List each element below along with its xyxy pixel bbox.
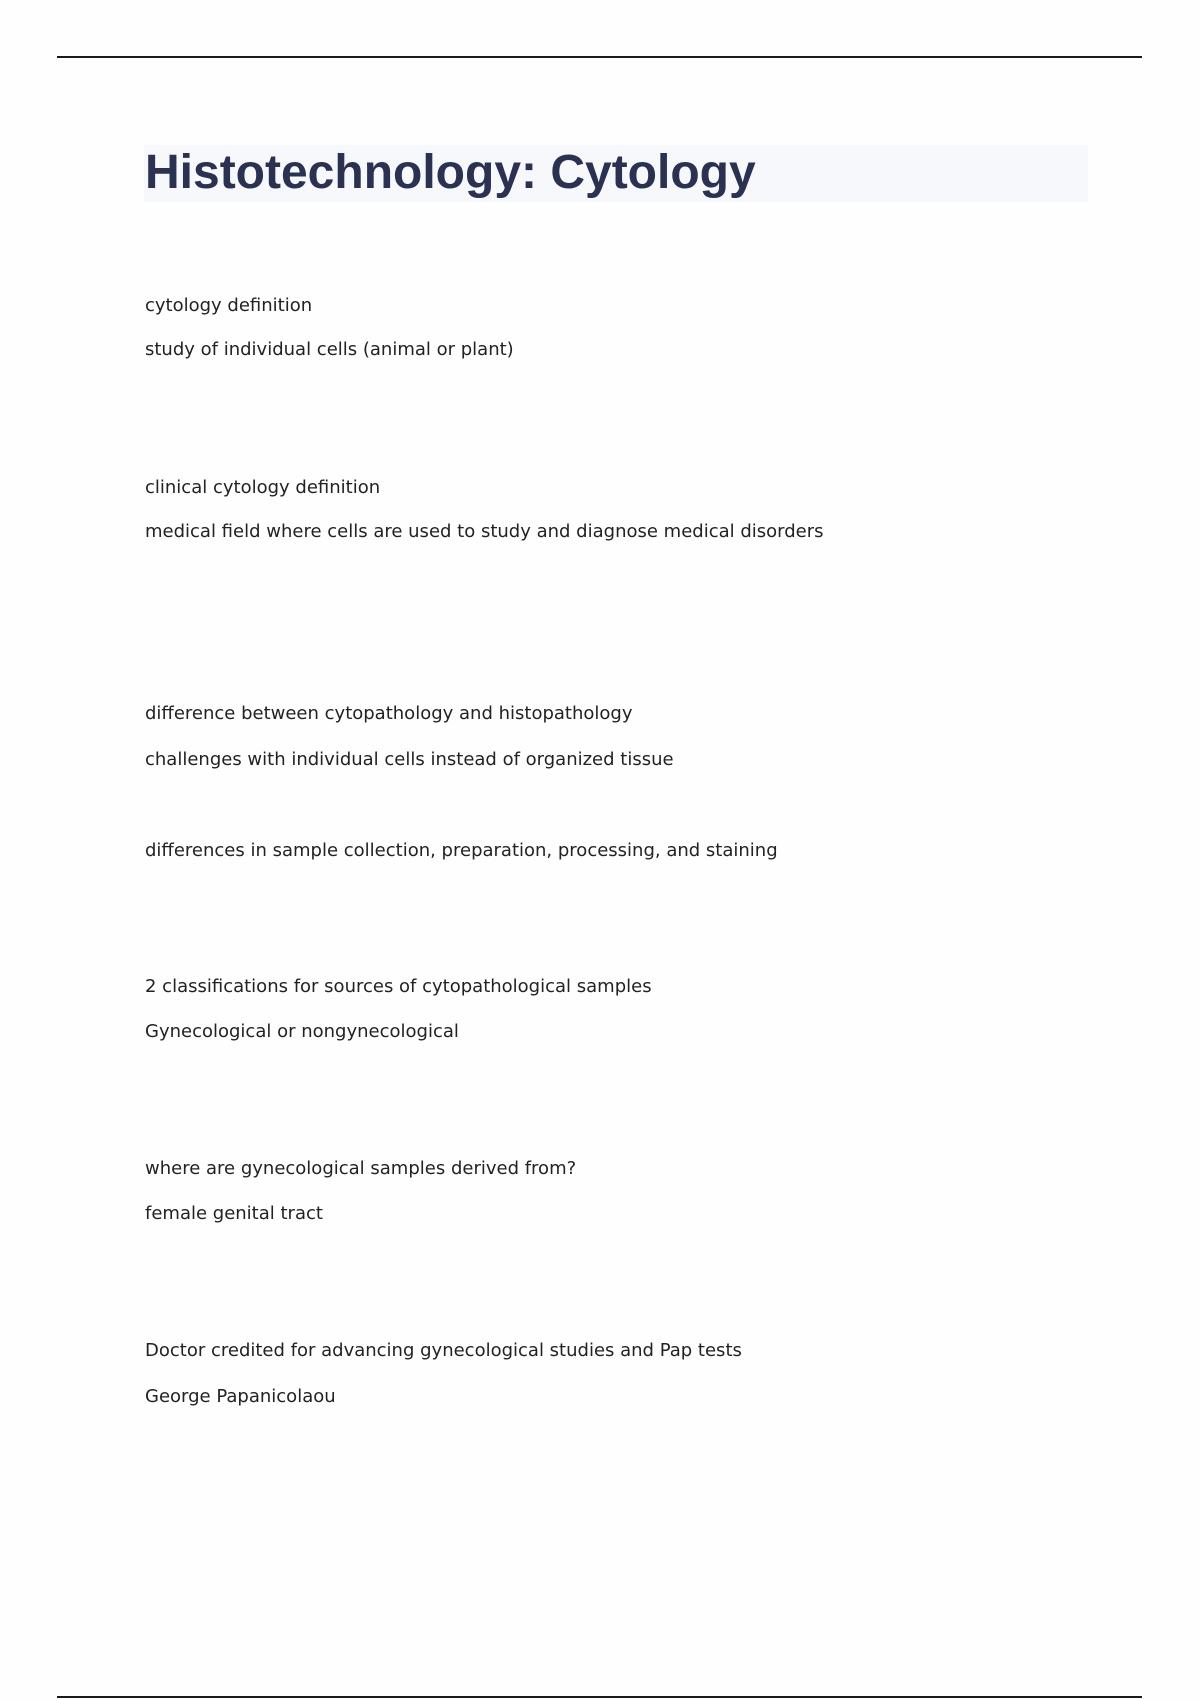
card-term: difference between cytopathology and histopathology	[145, 703, 633, 724]
document-title: Histotechnology: Cytology	[145, 146, 756, 199]
card-answer: study of individual cells (animal or plant)	[145, 339, 514, 360]
card-answer: female genital tract	[145, 1203, 323, 1224]
card-term: Doctor credited for advancing gynecological studies and Pap tests	[145, 1340, 742, 1361]
card-term: clinical cytology definition	[145, 477, 381, 498]
card-answer: challenges with individual cells instead of organized tissue	[145, 749, 674, 770]
card-term: cytology definition	[145, 295, 313, 316]
card-answer: medical field where cells are used to study and diagnose medical disorders	[145, 521, 824, 542]
card-term: 2 classifications for sources of cytopathological samples	[145, 976, 652, 997]
card-term: where are gynecological samples derived from?	[145, 1158, 577, 1179]
top-rule	[57, 56, 1142, 58]
card-answer: Gynecological or nongynecological	[145, 1021, 459, 1042]
bottom-rule	[57, 1696, 1142, 1698]
card-answer: differences in sample collection, preparation, processing, and staining	[145, 840, 778, 861]
card-answer: George Papanicolaou	[145, 1386, 336, 1407]
